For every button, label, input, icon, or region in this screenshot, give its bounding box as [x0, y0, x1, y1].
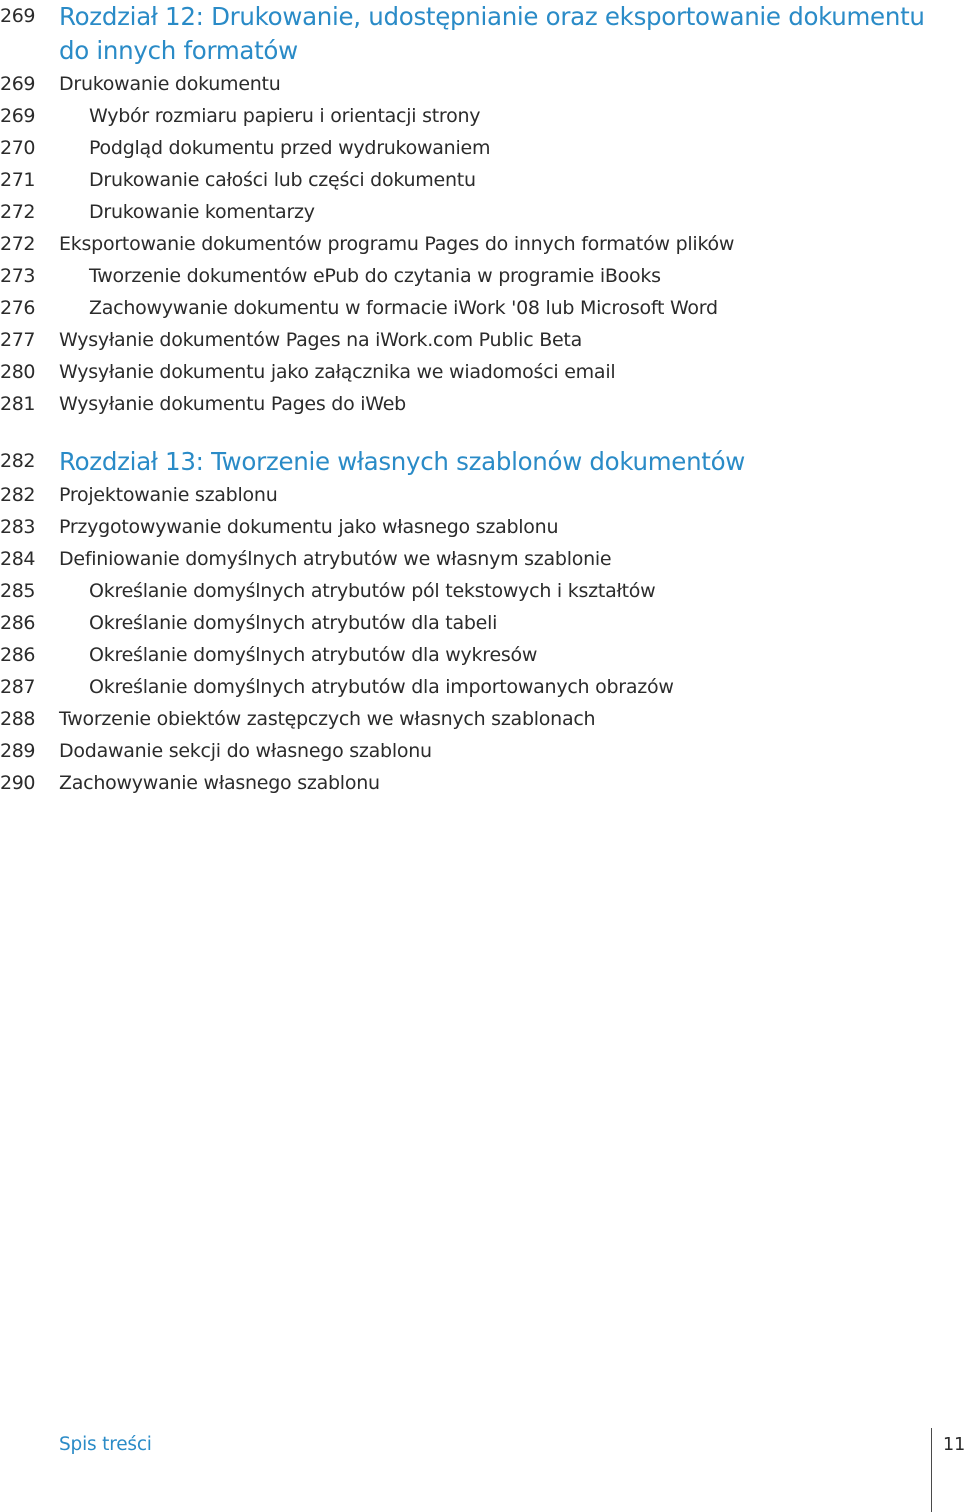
- toc-entry[interactable]: [0, 166, 960, 198]
- entry-title: Drukowanie dokumentu: [59, 73, 281, 95]
- entry-page-number: 287: [0, 676, 36, 698]
- entry-title: Tworzenie obiektów zastępczych we własnych szablonach: [59, 708, 596, 730]
- entry-title: Dodawanie sekcji do własnego szablonu: [59, 740, 432, 762]
- toc-entry[interactable]: [0, 230, 960, 262]
- entry-title: Drukowanie komentarzy: [89, 201, 315, 223]
- entry-title: Określanie domyślnych atrybutów pól tekstowych i kształtów: [89, 580, 656, 602]
- toc-entry[interactable]: [0, 705, 960, 737]
- entry-page-number: 280: [0, 361, 36, 383]
- entry-title: Określanie domyślnych atrybutów dla importowanych obrazów: [89, 676, 674, 698]
- toc-entry[interactable]: [0, 577, 960, 609]
- chapter-title: Rozdział 12: Drukowanie, udostępnianie oraz eksportowanie dokumentu do innych formatów: [59, 2, 925, 65]
- entry-title: Wybór rozmiaru papieru i orientacji strony: [89, 105, 481, 127]
- entry-title: Określanie domyślnych atrybutów dla tabeli: [89, 612, 498, 634]
- entry-title: Podgląd dokumentu przed wydrukowaniem: [89, 137, 491, 159]
- entry-page-number: 272: [0, 233, 36, 255]
- toc-entry[interactable]: [0, 134, 960, 166]
- entry-title: Przygotowywanie dokumentu jako własnego szablonu: [59, 516, 559, 538]
- entry-title: Tworzenie dokumentów ePub do czytania w programie iBooks: [89, 265, 661, 287]
- toc-entry[interactable]: [0, 262, 960, 294]
- entry-page-number: 290: [0, 772, 36, 794]
- toc-entry[interactable]: [0, 545, 960, 577]
- entry-title: Drukowanie całości lub części dokumentu: [89, 169, 476, 191]
- toc-entry[interactable]: [0, 737, 960, 769]
- entry-title: Wysyłanie dokumentu Pages do iWeb: [59, 393, 406, 415]
- toc-entry[interactable]: [0, 198, 960, 230]
- entry-page-number: 284: [0, 548, 36, 570]
- toc-entry[interactable]: [0, 641, 960, 673]
- footer-section-label[interactable]: Spis treści: [59, 1434, 152, 1455]
- toc-entry[interactable]: [0, 294, 960, 326]
- toc-entry[interactable]: [0, 609, 960, 641]
- chapter-page-number: 269: [0, 5, 36, 27]
- entry-title: Wysyłanie dokumentów Pages na iWork.com Public Beta: [59, 329, 583, 351]
- chapter-13-heading[interactable]: [0, 445, 960, 481]
- entry-page-number: 271: [0, 169, 36, 191]
- entry-page-number: 276: [0, 297, 36, 319]
- toc-entry[interactable]: [0, 390, 960, 422]
- toc-entry[interactable]: [0, 326, 960, 358]
- entry-page-number: 270: [0, 137, 36, 159]
- entry-title: Projektowanie szablonu: [59, 484, 278, 506]
- toc-entry[interactable]: [0, 769, 960, 801]
- entry-title: Zachowywanie dokumentu w formacie iWork '08 lub Microsoft Word: [89, 297, 718, 319]
- entry-title: Określanie domyślnych atrybutów dla wykresów: [89, 644, 538, 666]
- toc-entry[interactable]: [0, 513, 960, 545]
- footer-divider: [931, 1428, 932, 1512]
- entry-page-number: 289: [0, 740, 36, 762]
- chapter-12-heading[interactable]: [0, 0, 960, 70]
- entry-page-number: 282: [0, 484, 36, 506]
- chapter-title: Rozdział 13: Tworzenie własnych szablonów dokumentów: [59, 447, 746, 476]
- entry-page-number: 269: [0, 105, 36, 127]
- toc-entry[interactable]: [0, 70, 960, 102]
- entry-title: Zachowywanie własnego szablonu: [59, 772, 380, 794]
- entry-page-number: 269: [0, 73, 36, 95]
- toc-entry[interactable]: [0, 481, 960, 513]
- entry-page-number: 281: [0, 393, 36, 415]
- entry-title: Definiowanie domyślnych atrybutów we własnym szablonie: [59, 548, 612, 570]
- footer-page-number: 11: [943, 1435, 965, 1455]
- toc-entry[interactable]: [0, 358, 960, 390]
- chapter-page-number: 282: [0, 450, 36, 472]
- entry-page-number: 286: [0, 644, 36, 666]
- entry-title: Eksportowanie dokumentów programu Pages do innych formatów plików: [59, 233, 735, 255]
- entry-page-number: 273: [0, 265, 36, 287]
- entry-page-number: 272: [0, 201, 36, 223]
- entry-title: Wysyłanie dokumentu jako załącznika we wiadomości email: [59, 361, 616, 383]
- entry-page-number: 288: [0, 708, 36, 730]
- entry-page-number: 283: [0, 516, 36, 538]
- toc-entry[interactable]: [0, 102, 960, 134]
- toc-entry[interactable]: [0, 673, 960, 705]
- entry-page-number: 285: [0, 580, 36, 602]
- entry-page-number: 286: [0, 612, 36, 634]
- entry-page-number: 277: [0, 329, 36, 351]
